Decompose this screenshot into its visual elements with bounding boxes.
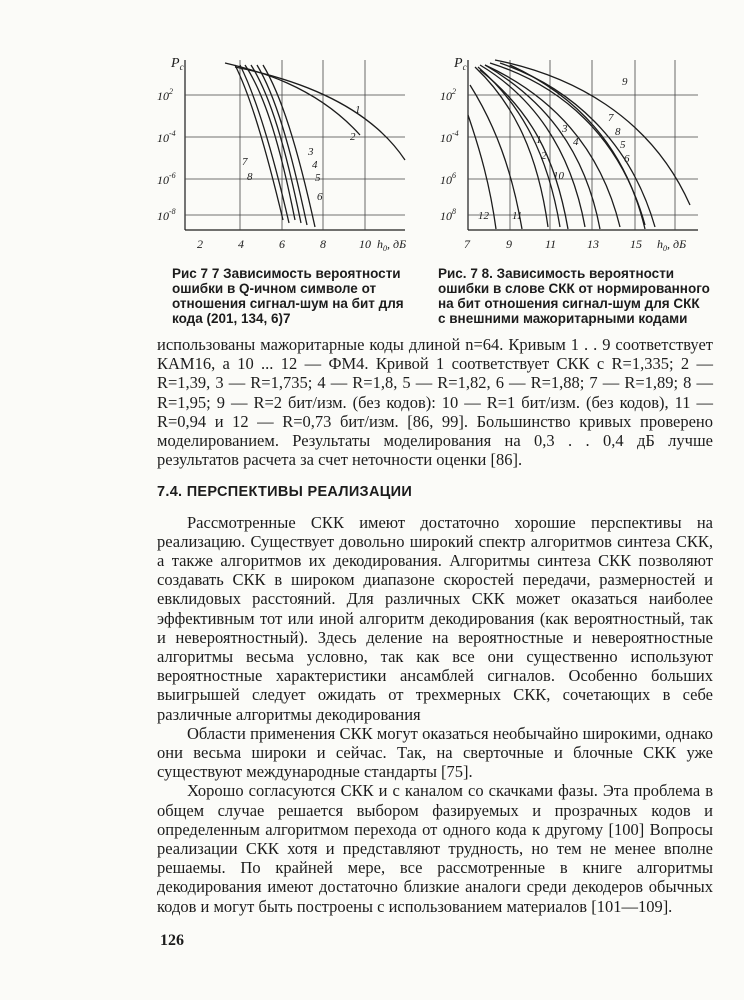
x-tick: 9 [506, 237, 512, 251]
y-tick: $10^2$ [440, 87, 456, 103]
x-tick: 10 [359, 237, 371, 251]
curve-label: 3 [562, 123, 568, 135]
curve-label: 7 [242, 156, 248, 168]
curve-7 [235, 65, 283, 220]
y-axis-label: $P_c$ [171, 56, 184, 72]
curve-label: 1 [536, 134, 542, 146]
caption-text: Зависимость вероятности ошибки в Q-ичном символе от отношения сигнал-шум на бит для кода (201, 134, 6)7 [172, 266, 404, 326]
figure-7-7 [157, 55, 425, 265]
section-heading: 7.4. ПЕРСПЕКТИВЫ РЕАЛИЗАЦИИ [157, 484, 413, 501]
curve-label: 6 [624, 153, 630, 165]
x-axis-label: $h_0$, дБ [657, 237, 687, 253]
x-tick: 6 [279, 237, 285, 251]
y-axis-label: $P_c$ [454, 56, 467, 72]
curve-label: 2 [541, 150, 547, 162]
paragraph: Хорошо согласуются СКК и с каналом со скачками фазы. Эта проблема в общем случае решается выбором фазируемых и прозрачных кодов и определенным алгоритмом перехода от одного кода к другому [100] Вопросы реализации СКК хотя и представляют трудность, но тем не менее вполне решаемы. По крайней мере, все рассмотренные в книге алгоритмы декодирования имеют достаточно близкие аналоги среди декодеров обычных кодов и могут быть построены с использованием материалов [101—109]. [157, 781, 713, 916]
y-tick: $10^{-4}$ [157, 129, 176, 145]
x-tick: 13 [587, 237, 599, 251]
curve-label: 5 [315, 172, 321, 184]
x-tick: 4 [238, 237, 244, 251]
curve-label: 1 [355, 104, 361, 116]
y-tick: $10^2$ [157, 87, 173, 103]
curve-label: 7 [608, 112, 614, 124]
figure-7-7-plot [157, 55, 425, 265]
curve-label: 3 [308, 146, 314, 158]
curve-label: 9 [622, 76, 628, 88]
curve-label: 4 [573, 136, 579, 148]
y-tick: $10^{-8}$ [157, 207, 176, 223]
x-tick: 15 [630, 237, 642, 251]
figure-7-8-plot [440, 55, 710, 265]
curve-label: 11 [512, 210, 523, 222]
caption-number: Рис. 7 8. [438, 266, 493, 281]
x-tick: 2 [197, 237, 203, 251]
curve-label: 2 [350, 131, 356, 143]
y-tick: $10^{-4}$ [440, 129, 459, 145]
body-text [157, 335, 713, 916]
curve-2 [478, 67, 560, 227]
caption-number: Рис 7 7 [172, 266, 220, 281]
curve-label: 8 [615, 126, 621, 138]
curve-label: 10 [553, 170, 564, 182]
paragraph: Рассмотренные СКК имеют достаточно хорошие перспективы на реализацию. Существует довольно широкий спектр алгоритмов синтеза СКК, а также алгоритмов их декодирования. Алгоритмы синтеза СКК позволяют создавать СКК в широком диапазоне скоростей передачи, размерностей и евклидовых расстояний. Для различных СКК может оказаться наиболее эффективным тот или иной алгоритм декодирования (как вероятностный, так и невероятностный). Здесь деление на вероятностные и невероятностные алгоритмы весьма условно, так как все они существенно используют вероятностные характеристики ансамблей сигналов. Особенно больших выигрышей следует ожидать от трехмерных СКК, сочетающих в себе различные алгоритмы декодирования [157, 512, 713, 724]
paragraph: использованы мажоритарные коды длиной n=64. Кривым 1 . . 9 соответствует КАМ16, а 10 ... 12 — ФМ4. Кривой 1 соответствует СКК с R=1,335; 2 — R=1,39, 3 — R=1,735; 4 — R=1,8, 5 — R=1,82, 6 — R=1,88; 7 — R=1,89; 8 — R=1,95; 9 — R=2 бит/изм. (без кодов): 10 — R=1 бит/изм. (без кодов), 11 — R=0,94 и 12 — R=0,73 бит/изм. [86, 99]. Большинство кривых проверено моделированием. Результаты моделирования на 0,3 . . 0,4 дБ лучше результатов расчета за счет неточности оценки [86]. [157, 335, 713, 470]
page-number: 126 [160, 932, 184, 949]
figure-7-8-caption [438, 266, 710, 326]
y-tick: $10^{-6}$ [157, 171, 176, 187]
curve-label: 5 [620, 139, 626, 151]
x-tick: 11 [545, 237, 557, 251]
figure-7-8 [440, 55, 710, 265]
x-axis-label: $h_0$, дБ [377, 237, 407, 253]
curve-9 [495, 60, 690, 205]
curve-label: 8 [247, 171, 253, 183]
curve-1 [225, 63, 360, 135]
y-tick: $10^8$ [440, 207, 456, 223]
caption-text: Зависимость вероятности ошибки в слове СКК от нормированного на бит отношения сигнал-шум для СКК с внешними мажоритарными кодами [438, 266, 710, 326]
curve-label: 12 [478, 210, 489, 222]
curve-label: 6 [317, 191, 323, 203]
y-tick: $10^6$ [440, 171, 456, 187]
x-tick: 7 [464, 237, 470, 251]
figure-7-7-caption [172, 266, 410, 326]
curve-label: 4 [312, 159, 318, 171]
paragraph: Области применения СКК могут оказаться необычайно широкими, однако они весьма широки и сейчас. Так, на сверточные и блочные СКК уже существуют международные стандарты [75]. [157, 723, 713, 782]
x-tick: 8 [320, 237, 326, 251]
